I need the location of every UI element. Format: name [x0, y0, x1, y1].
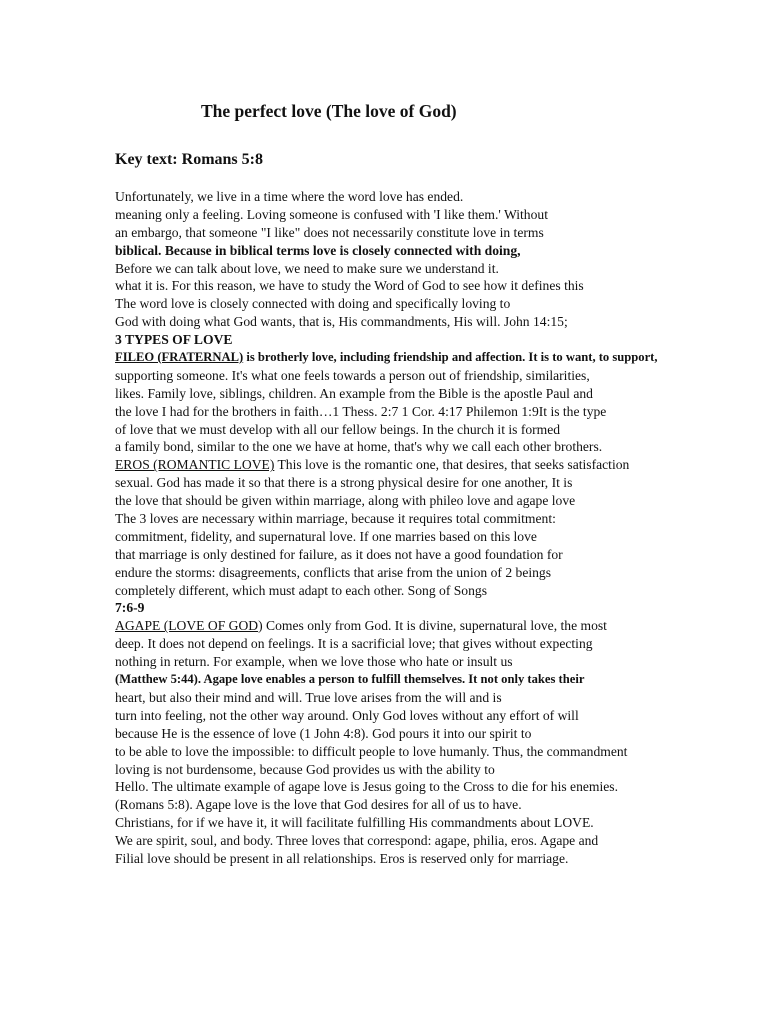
body-line: Hello. The ultimate example of agape love is Jesus going to the Cross to die for his enemies. [115, 779, 618, 795]
body-line: a family bond, similar to the one we have at home, that's why we call each other brothers. [115, 439, 603, 455]
body-line: because He is the essence of love (1 John 4:8). God pours it into our spirit to [115, 725, 532, 741]
body-line: likes. Family love, siblings, children. An example from the Bible is the apostle Paul and [115, 385, 593, 401]
body-line: God with doing what God wants, that is, His commandments, His will. John 14:15; [115, 314, 568, 330]
document-body [115, 188, 695, 868]
body-line: Christians, for if we have it, it will facilitate fulfilling His commandments about LOVE. [115, 815, 594, 831]
body-line: (Romans 5:8). Agape love is the love that God desires for all of us to have. [115, 797, 522, 813]
body-line: Filial love should be present in all relationships. Eros is reserved only for marriage. [115, 850, 569, 866]
body-line-bold: (Matthew 5:44). Agape love enables a person to fulfill themselves. It not only takes their [115, 672, 585, 687]
page-title: The perfect love (The love of God) [201, 101, 457, 121]
body-line-bold: 7:6-9 [115, 600, 145, 616]
body-line: completely different, which must adapt to each other. Song of Songs [115, 582, 487, 598]
body-line: commitment, fidelity, and supernatural love. If one marries based on this love [115, 528, 537, 544]
body-line: Unfortunately, we live in a time where the word love has ended. [115, 189, 464, 204]
body-line: heart, but also their mind and will. True love arises from the will and is [115, 689, 502, 705]
body-line: the love I had for the brothers in faith…1 Thess. 2:7 1 Cor. 4:17 Philemon 1:9It is the type [115, 403, 607, 419]
fileo-definition-line [115, 349, 695, 367]
agape-description: ) Comes only from God. It is divine, supernatural love, the most [258, 618, 607, 634]
body-line: meaning only a feeling. Loving someone is confused with 'I like them.' Without [115, 206, 548, 222]
body-line: what it is. For this reason, we have to study the Word of God to see how it defines this [115, 278, 584, 294]
body-line-bold: biblical. Because in biblical terms love is closely connected with doing, [115, 242, 521, 258]
agape-term: AGAPE (LOVE OF GOD [115, 618, 259, 634]
body-line: an embargo, that someone "I like" does not necessarily constitute love in terms [115, 224, 544, 240]
body-line: The 3 loves are necessary within marriage, because it requires total commitment: [115, 511, 556, 527]
body-line: of love that we must develop with all our fellow beings. In the church it is formed [115, 421, 561, 437]
fileo-term: FILEO (FRATERNAL) [115, 350, 244, 365]
body-line: Before we can talk about love, we need to make sure we understand it. [115, 260, 499, 276]
section-heading-types-of-love: 3 TYPES OF LOVE [115, 332, 233, 348]
body-line: turn into feeling, not the other way around. Only God loves without any effort of will [115, 707, 579, 723]
body-line: We are spirit, soul, and body. Three loves that correspond: agape, philia, eros. Agape and [115, 833, 599, 849]
body-line: endure the storms: disagreements, conflicts that arise from the union of 2 beings [115, 564, 552, 580]
body-line: the love that should be given within marriage, along with phileo love and agape love [115, 493, 576, 509]
body-line: sexual. God has made it so that there is a strong physical desire for one another, It is [115, 475, 573, 491]
body-line: The word love is closely connected with doing and specifically loving to [115, 296, 511, 312]
eros-description: This love is the romantic one, that desires, that seeks satisfaction [274, 457, 630, 473]
key-text-heading: Key text: Romans 5:8 [115, 151, 263, 168]
body-line: loving is not burdensome, because God provides us with the ability to [115, 761, 495, 777]
body-line: nothing in return. For example, when we love those who hate or insult us [115, 654, 513, 670]
eros-term: EROS (ROMANTIC LOVE) [115, 457, 275, 473]
eros-definition-line [115, 456, 695, 474]
body-line: supporting someone. It's what one feels towards a person out of friendship, similarities, [115, 367, 590, 383]
body-line: deep. It does not depend on feelings. It is a sacrificial love; that gives without expecting [115, 636, 593, 652]
body-line: that marriage is only destined for failure, as it does not have a good foundation for [115, 546, 563, 562]
body-line: to be able to love the impossible: to difficult people to love humanly. Thus, the commandment [115, 743, 628, 759]
fileo-description: is brotherly love, including friendship and affection. It is to want, to support, [243, 350, 658, 365]
agape-definition-line [115, 617, 695, 635]
